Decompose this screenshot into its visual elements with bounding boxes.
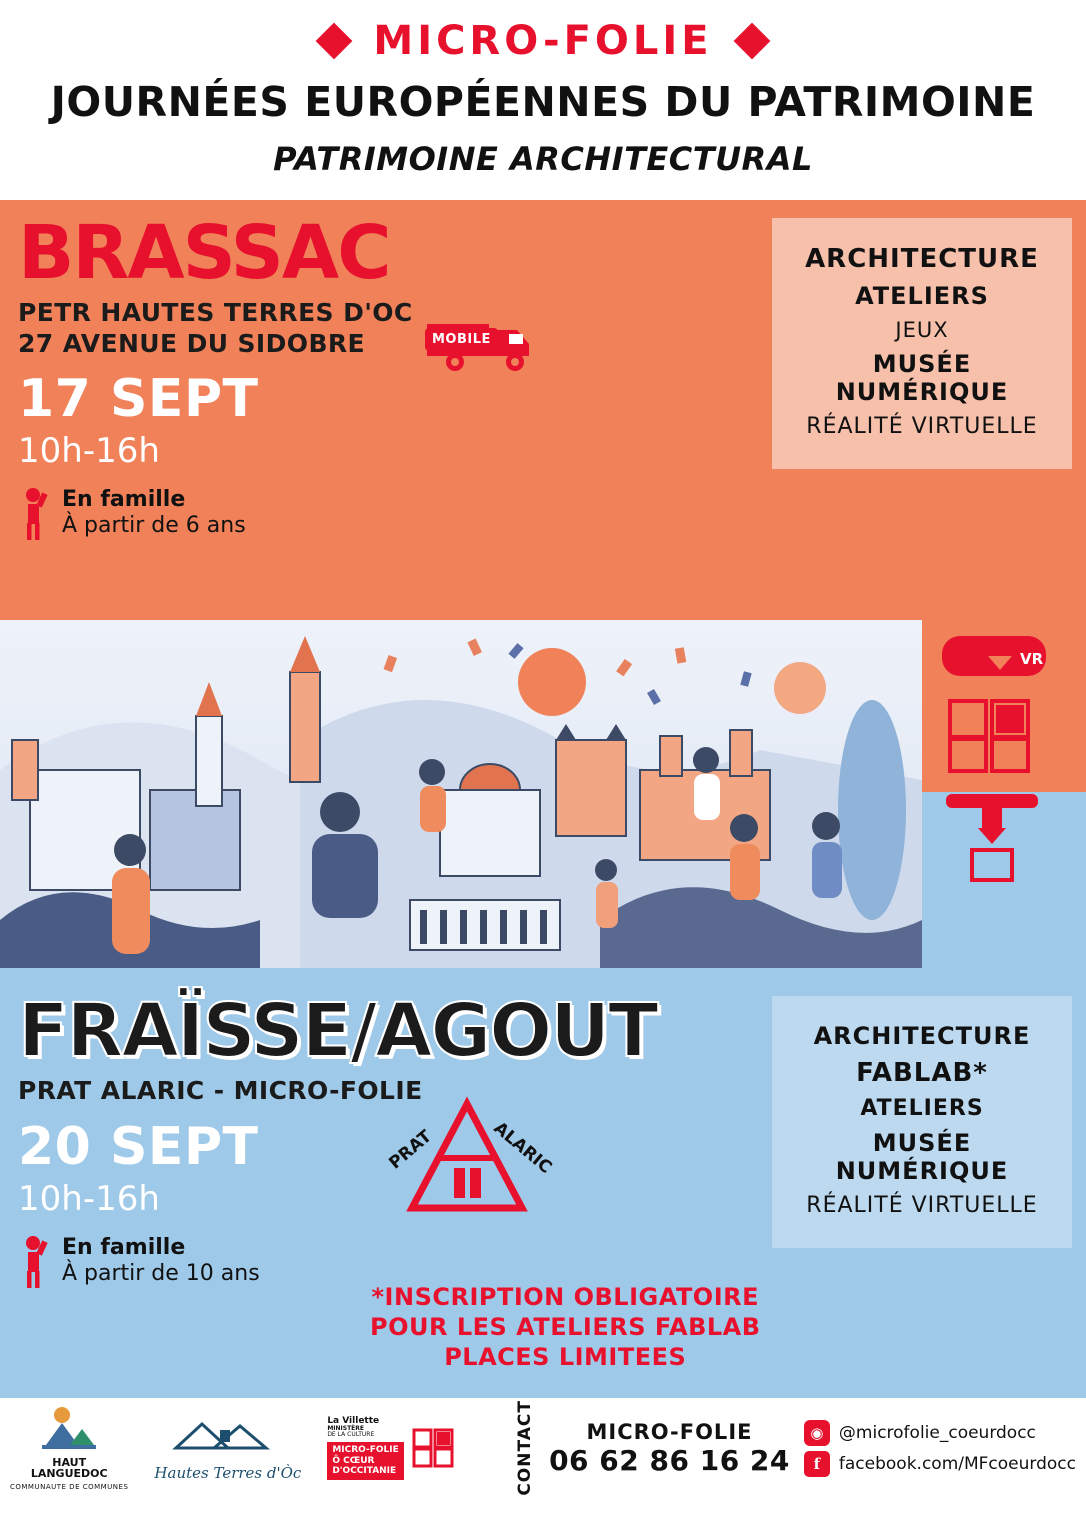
illustration-strip	[0, 620, 1086, 978]
heritage-illustration	[0, 620, 922, 968]
event-details-brassac	[0, 210, 760, 541]
event-audience	[18, 485, 760, 541]
poster-header	[0, 0, 1086, 200]
event-band-brassac	[0, 200, 1086, 620]
event-details-fraisse	[0, 988, 760, 1289]
diamond-left-icon	[316, 23, 353, 60]
diamond-right-icon	[733, 23, 770, 60]
activities-fraisse	[772, 996, 1072, 1248]
logo-line-1: Hautes Terres d'Òc	[154, 1463, 302, 1482]
activity-item: ATELIERS	[860, 1096, 984, 1121]
mf-line-2: Ô CŒUR	[332, 1455, 375, 1466]
brand-title: MICRO-FOLIE	[373, 18, 713, 64]
activity-item: ARCHITECTURE	[805, 244, 1039, 274]
event-band-fraisse-agout	[0, 978, 1086, 1398]
activity-item: FABLAB*	[856, 1058, 988, 1088]
page-title: JOURNÉES EUROPÉENNES DU PATRIMOINE	[50, 78, 1036, 126]
social-links	[804, 1415, 1076, 1482]
la-villette-label: La Villette	[327, 1415, 380, 1426]
audience-main: En famille	[62, 1234, 186, 1260]
poster-footer	[0, 1398, 1086, 1498]
event-date: 20 SEPT	[18, 1116, 259, 1177]
cubes-icon	[938, 693, 1058, 779]
activity-item: MUSÉE NUMÉRIQUE	[835, 1129, 1009, 1185]
activity-item: ARCHITECTURE	[813, 1022, 1031, 1050]
3d-printer-icon	[938, 784, 1058, 884]
registration-note	[370, 1282, 761, 1372]
mf-line-3: D'OCCITANIE	[332, 1466, 397, 1477]
prat-alaric-badge	[385, 1096, 556, 1216]
facebook-icon: f	[804, 1451, 830, 1477]
contact-block	[515, 1400, 1076, 1496]
micro-folie-cubes-icon	[410, 1426, 456, 1470]
haut-languedoc-logo	[10, 1405, 128, 1492]
svg-text:VR: VR	[1020, 650, 1044, 668]
page-subtitle: PATRIMOINE ARCHITECTURAL	[273, 140, 813, 178]
audience-sub: À partir de 10 ans	[62, 1260, 260, 1286]
event-hours: 10h-16h	[18, 1178, 160, 1219]
activity-item: RÉALITÉ VIRTUELLE	[806, 1193, 1038, 1218]
hautes-terres-doc-logo	[154, 1414, 301, 1482]
event-venue: PETR HAUTES TERRES D'OC	[18, 298, 413, 328]
partner-logos	[10, 1405, 456, 1492]
event-audience	[18, 1233, 760, 1289]
logo-line-2: LANGUEDOC	[30, 1467, 108, 1481]
instagram-icon: ◉	[804, 1420, 830, 1446]
activity-item: RÉALITÉ VIRTUELLE	[806, 414, 1038, 439]
side-icons	[938, 626, 1068, 889]
brand-row	[0, 18, 1086, 64]
badge-text-right: ALARIC	[489, 1118, 556, 1178]
hautes-terres-emblem-icon	[168, 1414, 288, 1460]
ministere-line-1: MINISTÈRE	[327, 1424, 365, 1432]
facebook-link[interactable]	[804, 1451, 1076, 1477]
instagram-handle: @microfolie_coeurdocc	[838, 1422, 1036, 1443]
contact-phone[interactable]: 06 62 86 16 24	[549, 1443, 790, 1477]
audience-sub: À partir de 6 ans	[62, 513, 246, 539]
facebook-handle: facebook.com/MFcoeurdocc	[838, 1453, 1076, 1474]
audience-main: En famille	[62, 487, 186, 513]
instagram-link[interactable]	[804, 1420, 1076, 1446]
event-address: 27 AVENUE DU SIDOBRE	[18, 328, 366, 358]
event-city: BRASSAC	[18, 210, 390, 296]
mobile-label: MOBILE	[425, 328, 498, 351]
contact-name: MICRO-FOLIE	[586, 1419, 753, 1444]
badge-text-left: PRAT	[385, 1126, 436, 1174]
ministere-line-2: DE LA CULTURE	[327, 1431, 375, 1439]
city-scene-svg	[0, 620, 922, 968]
event-date: 17 SEPT	[18, 369, 259, 430]
activities-brassac	[772, 218, 1072, 469]
institutional-logos	[327, 1416, 455, 1481]
mf-line-1: MICRO-FOLIE	[332, 1444, 399, 1455]
logo-line-1: HAUT	[52, 1455, 87, 1469]
family-person-icon	[18, 485, 52, 541]
family-person-icon	[18, 1233, 52, 1289]
mobile-truck-badge	[425, 310, 545, 380]
activity-item: JEUX	[895, 318, 949, 342]
note-line-2: POUR LES ATELIERS FABLAB	[370, 1313, 761, 1341]
vr-headset-icon	[938, 626, 1058, 688]
contact-label: CONTACT	[515, 1400, 536, 1496]
note-line-3: PLACES LIMITEES	[444, 1343, 687, 1371]
logo-line-3: COMMUNAUTE DE COMMUNES	[10, 1482, 129, 1491]
event-hours: 10h-16h	[18, 431, 160, 472]
note-line-1: *INSCRIPTION OBLIGATOIRE	[371, 1283, 760, 1311]
haut-languedoc-emblem-icon	[40, 1405, 98, 1453]
event-city: FRAÏSSE/AGOUT	[18, 988, 657, 1074]
event-venue: PRAT ALARIC - MICRO-FOLIE	[18, 1076, 423, 1106]
activity-item: MUSÉE NUMÉRIQUE	[835, 350, 1009, 406]
activity-item: ATELIERS	[855, 282, 989, 310]
